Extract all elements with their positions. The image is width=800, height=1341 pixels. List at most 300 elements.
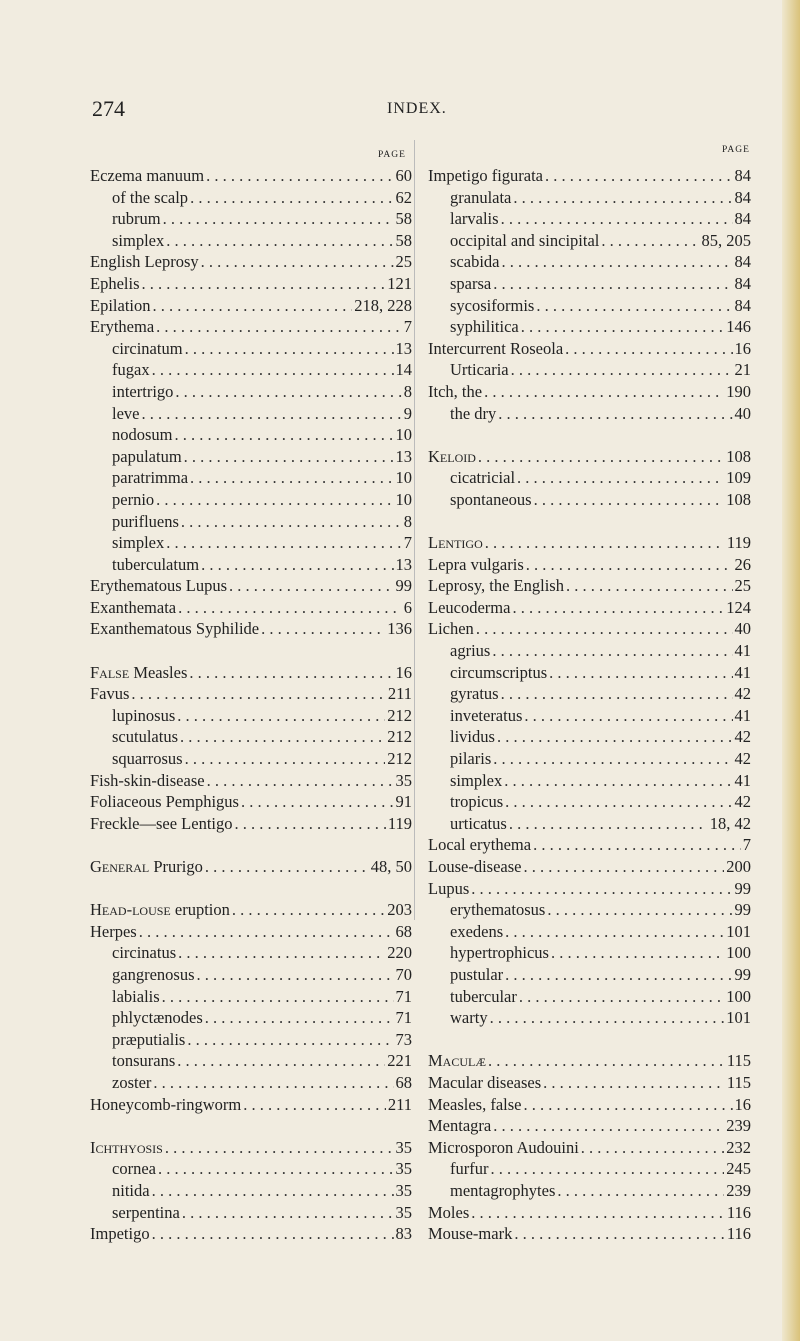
dot-leader (501, 208, 733, 230)
index-term: leve (112, 403, 140, 423)
index-term: Head-louse eruption (90, 900, 230, 920)
page-column-label-left: PAGE (378, 150, 406, 160)
index-term: præputialis (112, 1029, 186, 1049)
index-term: Local erythema (428, 835, 532, 855)
index-entry (90, 511, 412, 533)
dot-leader (526, 554, 733, 576)
dot-leader (601, 230, 699, 252)
index-page-ref: 84 (734, 252, 751, 272)
index-entry (90, 1072, 412, 1094)
index-page-ref: 10 (395, 468, 412, 488)
index-entry (428, 748, 751, 770)
index-term: circumscriptus (450, 662, 548, 682)
index-entry (90, 618, 412, 640)
dot-leader (142, 273, 386, 295)
index-term: Exanthemata (90, 597, 177, 617)
dot-leader (485, 532, 725, 554)
index-entry (90, 251, 412, 273)
index-entry (428, 295, 751, 317)
index-page-ref: 211 (387, 684, 412, 704)
dot-leader (232, 899, 385, 921)
index-entry (90, 726, 412, 748)
dot-leader (504, 770, 732, 792)
dot-leader (519, 986, 724, 1008)
dot-leader (201, 554, 393, 576)
dot-leader (501, 683, 733, 705)
dot-leader (534, 489, 725, 511)
index-entry (90, 489, 412, 511)
dot-leader (498, 403, 732, 425)
index-entry (428, 1137, 751, 1159)
index-term: Ephelis (90, 273, 140, 293)
index-entry (428, 187, 751, 209)
index-term: Louse-disease (428, 857, 522, 876)
dot-leader (497, 726, 733, 748)
index-page-ref: 16 (395, 662, 412, 682)
index-page-ref: 25 (395, 252, 412, 272)
index-term: Lentigo (428, 533, 483, 553)
dot-leader (501, 251, 732, 273)
dot-leader (490, 1158, 724, 1180)
index-entry (90, 1223, 412, 1245)
index-term: Mentagra (428, 1116, 492, 1136)
index-page-ref: 136 (387, 619, 412, 639)
index-entry (428, 554, 751, 576)
index-term: exedens (450, 921, 504, 941)
index-page-ref: 200 (726, 857, 751, 876)
index-page-ref: 13 (395, 554, 412, 574)
index-term: tonsurans (112, 1051, 176, 1071)
index-term: Foliaceous Pemphigus (90, 792, 239, 812)
dot-leader (182, 1202, 394, 1224)
index-entry (428, 403, 751, 425)
dot-leader (190, 467, 393, 489)
index-page-ref: 62 (395, 187, 412, 207)
index-page-ref: 68 (395, 1072, 412, 1092)
dot-leader (166, 230, 393, 252)
index-term: fugax (112, 360, 150, 380)
index-entry (428, 1050, 751, 1072)
index-page-ref: 84 (734, 187, 751, 207)
index-entry (90, 467, 412, 489)
index-term: warty (450, 1008, 488, 1028)
index-page-ref: 108 (726, 446, 751, 466)
index-entry (90, 338, 412, 360)
index-page-ref: 99 (734, 964, 751, 984)
dot-leader (175, 424, 394, 446)
index-term: labialis (112, 986, 160, 1006)
index-page-ref: 42 (734, 792, 751, 812)
index-entry (90, 662, 412, 684)
index-entry (90, 856, 412, 878)
index-page-ref: 212 (387, 705, 412, 725)
index-entry (428, 878, 751, 900)
dot-leader (471, 878, 732, 900)
dot-leader (153, 295, 353, 317)
index-term: Eczema manuum (90, 166, 205, 185)
index-entry (90, 1202, 412, 1224)
index-page-ref: 115 (726, 1072, 751, 1092)
index-term: Honeycomb-ringworm (90, 1094, 242, 1114)
index-page-ref: 73 (395, 1029, 412, 1049)
index-page-ref: 115 (726, 1051, 751, 1071)
index-page-ref: 8 (403, 511, 412, 531)
index-term: urticatus (450, 813, 507, 833)
dot-leader (156, 316, 402, 338)
index-entry (428, 986, 751, 1008)
index-term: spontaneous (450, 489, 532, 509)
dot-leader (261, 618, 385, 640)
dot-leader (557, 1180, 724, 1202)
dot-leader (545, 165, 732, 187)
index-entry (90, 532, 412, 554)
index-entry (428, 640, 751, 662)
index-term: gyratus (450, 684, 499, 704)
dot-leader (521, 316, 725, 338)
index-page-ref: 203 (387, 900, 412, 920)
index-page-ref: 85, 205 (701, 230, 751, 250)
dot-leader (549, 662, 732, 684)
index-page-ref: 119 (726, 533, 751, 553)
index-term: Freckle—see Lentigo (90, 813, 233, 833)
index-page-ref: 42 (734, 684, 751, 704)
index-entry (90, 187, 412, 209)
index-entry (90, 403, 412, 425)
dot-leader (187, 1029, 393, 1051)
dot-leader (523, 856, 724, 878)
index-term: Maculæ (428, 1051, 487, 1071)
index-term: Impetigo (90, 1224, 150, 1244)
index-entry (428, 834, 751, 856)
index-page-ref: 99 (734, 878, 751, 898)
index-term: Herpes (90, 921, 137, 941)
dot-leader (514, 1223, 725, 1245)
dot-leader (185, 748, 386, 770)
index-entry (428, 1202, 751, 1224)
index-term: hypertrophicus (450, 943, 549, 963)
index-term: Exanthematous Syphilide (90, 619, 260, 639)
index-term: Macular diseases (428, 1072, 542, 1092)
dot-leader (180, 726, 385, 748)
dot-leader (581, 1137, 724, 1159)
page-edge (782, 0, 800, 1341)
index-entry (428, 489, 751, 511)
index-entry (90, 381, 412, 403)
index-page-ref: 14 (395, 360, 412, 380)
index-page-ref: 239 (726, 1116, 751, 1136)
index-term: simplex (112, 533, 165, 553)
index-term: cornea (112, 1159, 156, 1179)
index-entry (428, 446, 751, 468)
index-term: larvalis (450, 209, 499, 229)
index-page-ref: 35 (395, 770, 412, 790)
index-page-ref: 68 (395, 921, 412, 941)
index-entry (90, 230, 412, 252)
index-entry (90, 554, 412, 576)
index-page-ref: 84 (734, 273, 751, 293)
index-page-ref: 41 (734, 770, 751, 790)
dot-leader (513, 187, 732, 209)
index-term: scabida (450, 252, 500, 272)
index-page-ref: 10 (395, 489, 412, 509)
index-entry (428, 381, 751, 403)
index-term: paratrimma (112, 468, 189, 488)
index-page-ref: 101 (726, 1008, 751, 1028)
index-page-ref: 70 (395, 964, 412, 984)
index-term: English Leprosy (90, 252, 199, 272)
index-term: Impetigo figurata (428, 166, 544, 185)
index-term: the dry (450, 403, 497, 423)
index-page-ref: 100 (726, 943, 751, 963)
index-entry (90, 446, 412, 468)
index-entry (90, 770, 412, 792)
index-term: tropicus (450, 792, 504, 812)
dot-leader (476, 618, 733, 640)
index-page-ref: 35 (395, 1137, 412, 1157)
index-page-ref: 121 (387, 273, 412, 293)
index-entry (428, 597, 751, 619)
index-page-ref: 25 (734, 576, 751, 596)
dot-leader (243, 1094, 386, 1116)
index-entry (90, 208, 412, 230)
dot-leader (178, 597, 402, 619)
index-entry (90, 295, 412, 317)
index-entry (90, 1050, 412, 1072)
index-entry (428, 899, 751, 921)
index-term: granulata (450, 187, 512, 207)
dot-leader (185, 338, 394, 360)
index-page-ref: 21 (734, 360, 751, 380)
index-entry (428, 575, 751, 597)
dot-leader (533, 834, 741, 856)
dot-leader (158, 1158, 394, 1180)
page-column-label-right: PAGE (722, 145, 750, 155)
index-page-ref: 35 (395, 1180, 412, 1200)
index-entry (428, 273, 751, 295)
index-term: Leprosy, the English (428, 576, 564, 596)
dot-leader (196, 964, 393, 986)
index-term: phlyctænodes (112, 1008, 203, 1028)
dot-leader (175, 381, 401, 403)
index-term: lupinosus (112, 705, 176, 725)
index-page-ref: 100 (726, 986, 751, 1006)
index-entry (90, 165, 412, 187)
index-page-ref: 35 (395, 1159, 412, 1179)
index-term: squarrosus (112, 749, 183, 769)
index-entry (90, 942, 412, 964)
dot-leader (153, 1072, 393, 1094)
index-term: intertrigo (112, 381, 174, 401)
dot-leader (139, 921, 394, 943)
index-term: serpentina (112, 1202, 180, 1222)
index-term: of the scalp (112, 187, 189, 207)
dot-leader (565, 338, 732, 360)
index-page-ref: 58 (395, 230, 412, 250)
index-page-ref: 7 (403, 533, 412, 553)
index-term: Itch, the (428, 381, 483, 401)
dot-leader (493, 748, 732, 770)
index-page-ref: 220 (387, 943, 412, 963)
index-page-ref: 48, 50 (370, 857, 412, 876)
index-page-ref: 40 (734, 403, 751, 423)
dot-leader (488, 1050, 725, 1072)
dot-leader (493, 1115, 724, 1137)
dot-leader (566, 575, 733, 597)
index-entry (90, 791, 412, 813)
index-page-ref: 101 (726, 921, 751, 941)
index-page-ref: 124 (726, 597, 751, 617)
index-entry (90, 597, 412, 619)
index-term: occipital and sincipital (450, 230, 600, 250)
dot-leader (536, 295, 732, 317)
index-page-ref: 26 (734, 554, 751, 574)
index-term: zoster (112, 1072, 152, 1092)
dot-leader (229, 575, 393, 597)
index-entry (90, 986, 412, 1008)
dot-leader (235, 813, 386, 835)
index-term: papulatum (112, 446, 182, 466)
index-page-ref: 60 (395, 166, 412, 185)
index-entry (90, 1158, 412, 1180)
index-page-ref: 221 (387, 1051, 412, 1071)
index-entry (90, 1180, 412, 1202)
dot-leader (493, 273, 732, 295)
index-term: Leucoderma (428, 597, 511, 617)
index-entry (428, 964, 751, 986)
index-entry (90, 1137, 412, 1159)
dot-leader (524, 705, 732, 727)
index-entry (90, 273, 412, 295)
index-entry (428, 813, 751, 835)
index-term: Lichen (428, 619, 474, 639)
index-term: Moles (428, 1202, 470, 1222)
index-entry (428, 921, 751, 943)
index-term: circinatum (112, 338, 183, 358)
index-page-ref: 13 (395, 338, 412, 358)
index-entry (90, 813, 412, 835)
index-page-ref: 218, 228 (354, 295, 412, 315)
index-page-ref: 42 (734, 727, 751, 747)
dot-leader (177, 705, 385, 727)
index-entry (90, 575, 412, 597)
dot-leader (206, 165, 393, 187)
index-term: syphilitica (450, 317, 519, 337)
index-page-ref: 83 (395, 1224, 412, 1244)
index-page-ref: 84 (734, 209, 751, 229)
index-page-ref: 13 (395, 446, 412, 466)
dot-leader (505, 964, 732, 986)
index-page-ref: 116 (726, 1202, 751, 1222)
index-page-ref: 58 (395, 209, 412, 229)
index-page-ref: 99 (734, 900, 751, 920)
index-entry (428, 791, 751, 813)
index-page-ref: 108 (726, 489, 751, 509)
index-page-ref: 35 (395, 1202, 412, 1222)
index-page-ref: 41 (734, 641, 751, 661)
index-entry (428, 1158, 751, 1180)
dot-leader (512, 597, 724, 619)
index-term: Epilation (90, 295, 151, 315)
index-term: Fish-skin-disease (90, 770, 205, 790)
column-divider (414, 140, 415, 920)
index-term: erythematosus (450, 900, 546, 920)
index-term: purifluens (112, 511, 179, 531)
index-entry (428, 208, 751, 230)
index-term: pernio (112, 489, 155, 509)
index-entry (90, 316, 412, 338)
index-entry (428, 942, 751, 964)
index-page-ref: 6 (403, 597, 412, 617)
index-page-ref: 109 (726, 468, 751, 488)
index-page-ref: 212 (387, 727, 412, 747)
index-term: General Prurigo (90, 857, 203, 876)
dot-leader (478, 446, 724, 468)
index-page-ref: 16 (734, 338, 751, 358)
index-entry (428, 1094, 751, 1116)
dot-leader (517, 467, 724, 489)
index-entry (428, 1007, 751, 1029)
index-entry (428, 359, 751, 381)
dot-leader (184, 446, 394, 468)
index-entry (428, 251, 751, 273)
index-term: agrius (450, 641, 491, 661)
index-term: tuberculatum (112, 554, 200, 574)
index-term: Favus (90, 684, 130, 704)
index-term: cicatricial (450, 468, 516, 488)
dot-leader (205, 1007, 394, 1029)
index-page-ref: 99 (395, 576, 412, 596)
index-entry (428, 1115, 751, 1137)
index-term: sycosiformis (450, 295, 535, 315)
dot-leader (163, 208, 394, 230)
index-page-ref: 146 (726, 317, 751, 337)
index-term: Microsporon Audouini (428, 1137, 579, 1157)
index-page-ref: 9 (403, 403, 412, 423)
index-term: nitida (112, 1180, 150, 1200)
index-entry (90, 1029, 412, 1051)
index-entry (90, 748, 412, 770)
index-page-ref: 42 (734, 749, 751, 769)
dot-leader (490, 1007, 725, 1029)
index-page-ref: 232 (726, 1137, 751, 1157)
index-page-ref: 91 (395, 792, 412, 812)
index-entry (428, 467, 751, 489)
index-entry (428, 165, 751, 187)
index-page-ref: 245 (726, 1159, 751, 1179)
index-entry (428, 1072, 751, 1094)
dot-leader (131, 683, 385, 705)
dot-leader (205, 856, 369, 878)
index-page-ref: 7 (742, 835, 751, 855)
index-page-ref: 119 (387, 813, 412, 833)
index-page-ref: 8 (403, 381, 412, 401)
index-page-ref: 10 (395, 425, 412, 445)
index-entry (428, 856, 751, 878)
dot-leader (166, 532, 402, 554)
dot-leader (207, 770, 394, 792)
index-term: Ichthyosis (90, 1137, 163, 1157)
index-page-ref: 190 (726, 381, 751, 401)
index-entry (90, 1007, 412, 1029)
index-entry (90, 424, 412, 446)
dot-leader (177, 1050, 385, 1072)
index-entry (428, 1223, 751, 1245)
index-page-ref: 71 (395, 986, 412, 1006)
index-page-ref: 116 (726, 1224, 751, 1244)
index-term: pilaris (450, 749, 492, 769)
index-entry (428, 705, 751, 727)
dot-leader (471, 1202, 725, 1224)
